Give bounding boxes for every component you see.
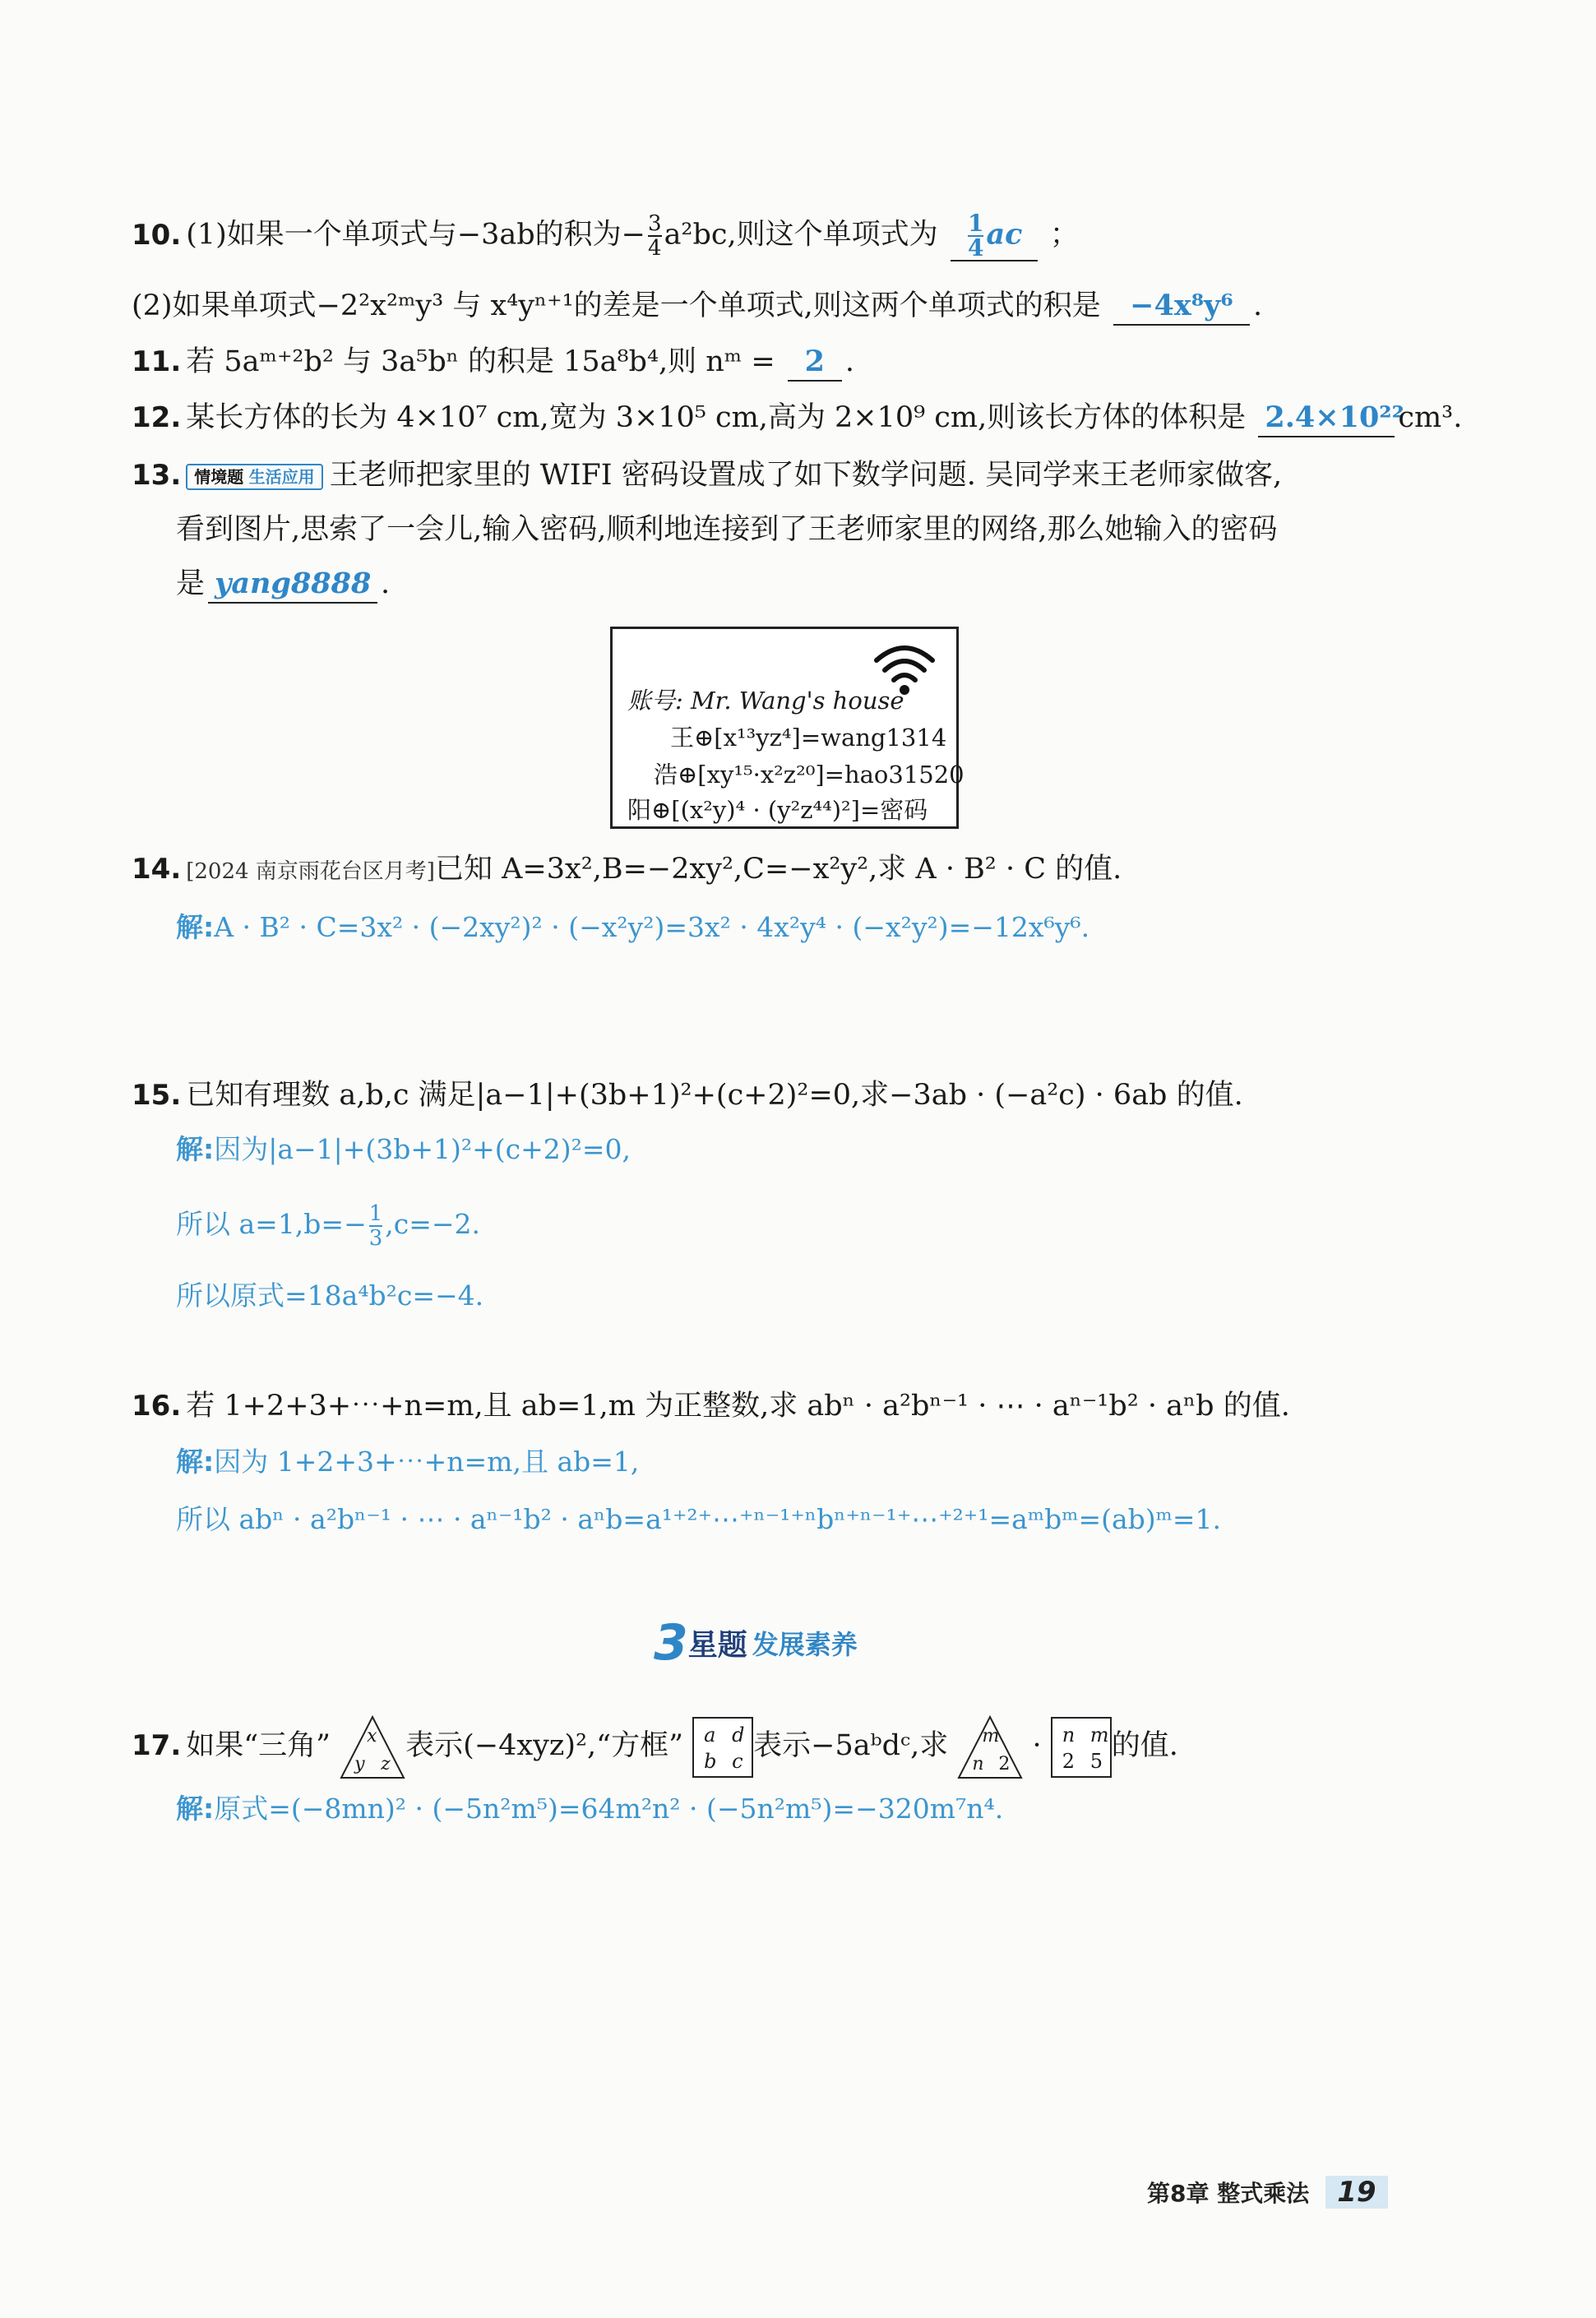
- q17-solution: 解:原式=(−8mn)² · (−5n²m⁵)=64m²n² · (−5n²m⁵)=−320m⁷n⁴.: [176, 1793, 1004, 1825]
- q11: 11. 若 5aᵐ⁺²b² 与 3a⁵bⁿ 的积是 15a⁸b⁴,则 nᵐ = 2 .: [132, 344, 854, 382]
- square-abcd: a d b c: [692, 1717, 753, 1778]
- star-level-number: 3: [654, 1614, 688, 1672]
- q13-number: 13.: [132, 459, 182, 492]
- q10-fraction: $\frac{3}{4}$: [648, 211, 662, 261]
- wifi-account: 账号: Mr. Wang's house: [627, 687, 904, 715]
- q10-number: 10.: [132, 218, 182, 252]
- q10-part2: (2)如果单项式−2²x²ᵐy³ 与 x⁴yⁿ⁺¹的差是一个单项式,则这两个单项式的积是 −4x⁸y⁶ .: [132, 288, 1262, 326]
- q15-number: 15.: [132, 1079, 182, 1112]
- triangle-mn2: m n 2: [957, 1715, 1023, 1779]
- q16-number: 16.: [132, 1390, 182, 1423]
- chapter-label: 第8章 整式乘法: [1147, 2180, 1310, 2207]
- q15-solution-3: 所以原式=18a⁴b²c=−4.: [176, 1279, 484, 1312]
- q13-line3: 是 yang8888 .: [176, 566, 390, 604]
- q16: 16. 若 1+2+3+⋯+n=m,且 ab=1,m 为正整数,求 abⁿ · a²bⁿ⁻¹ · ⋯ · aⁿ⁻¹b² · aⁿb 的值.: [132, 1390, 1290, 1423]
- q11-answer: 2: [788, 344, 842, 382]
- section-subtitle: 发展素养: [752, 1629, 858, 1660]
- q12-number: 12.: [132, 401, 182, 434]
- wifi-row-2: 浩⊕[xy¹⁵·x²z²⁰]=hao31520: [654, 761, 965, 789]
- square-nm25: n m 2 5: [1051, 1717, 1112, 1778]
- situation-tag: 情境题 生活应用: [186, 464, 322, 490]
- q14-number: 14.: [132, 853, 182, 886]
- q15-solution-2: 所以 a=1,b=− $\frac{1}{3}$ ,c=−2.: [176, 1201, 481, 1251]
- q13-line2: 看到图片,思索了一会儿,输入密码,顺利地连接到了王老师家里的网络,那么她输入的密码: [176, 513, 1278, 546]
- wifi-row-3: 阳⊕[(x²y)⁴ · (y²z⁴⁴)²]=密码: [627, 796, 928, 824]
- wifi-card: [610, 627, 965, 829]
- q13-line1: 13. 情境题 生活应用 王老师把家里的 WIFI 密码设置成了如下数学问题. 吴同学来王老师家做客,: [132, 459, 1283, 492]
- page-footer: [1147, 2176, 1388, 2212]
- q11-number: 11.: [132, 345, 182, 378]
- triangle-xyz: x y z: [340, 1715, 405, 1779]
- q14: 14. [2024 南京雨花台区月考]已知 A=3x²,B=−2xy²,C=−x²y²,求 A · B² · C 的值.: [132, 853, 1122, 886]
- q12: 12. 某长方体的长为 4×10⁷ cm,宽为 3×10⁵ cm,高为 2×10⁹ cm,则该长方体的体积是 2.4×10²²cm³.: [132, 400, 1462, 437]
- q14-solution: 解:A · B² · C=3x² · (−2xy²)² · (−x²y²)=3x² · 4x²y⁴ · (−x²y²)=−12x⁶y⁶.: [176, 911, 1090, 943]
- q16-solution-1: 解:因为 1+2+3+⋯+n=m,且 ab=1,: [176, 1446, 640, 1478]
- q12-answer: 2.4×10²²: [1258, 400, 1395, 437]
- q10-part1: 10. (1)如果一个单项式与−3ab的积为− $\frac{3}{4}$ a²bc,则这个单项式为 $\frac{1}{4}$ ac ；: [132, 210, 1079, 261]
- section-title: 星题: [687, 1628, 747, 1663]
- q10-answer-1: $\frac{1}{4}$ ac: [951, 212, 1038, 261]
- q10-answer-2: −4x⁸y⁶: [1113, 288, 1250, 326]
- wifi-row-1: 王⊕[x¹³yz⁴]=wang1314: [670, 724, 947, 752]
- q13-answer: yang8888: [208, 566, 377, 604]
- page-number: 19: [1325, 2176, 1387, 2209]
- q17-number: 17.: [132, 1729, 182, 1762]
- q15: 15. 已知有理数 a,b,c 满足|a−1|+(3b+1)²+(c+2)²=0,求−3ab · (−a²c) · 6ab 的值.: [132, 1079, 1243, 1112]
- q14-source: [2024 南京雨花台区月考]: [186, 859, 435, 884]
- q17: 17. 如果“三角” x y z 表示(−4xyz)²,“方框” a d b c 表示−5aᵇdᶜ,求 m n 2 · n m 2 5 的值.: [132, 1709, 1178, 1783]
- q15-solution-1: 解:因为|a−1|+(3b+1)²+(c+2)²=0,: [176, 1133, 631, 1165]
- q16-solution-2: 所以 abⁿ · a²bⁿ⁻¹ · ⋯ · aⁿ⁻¹b² · aⁿb=a¹⁺²⁺⋯⁺ⁿ⁻¹⁺ⁿbⁿ⁺ⁿ⁻¹⁺⋯⁺²⁺¹=aᵐbᵐ=(ab)ᵐ=1.: [176, 1503, 1222, 1535]
- section-heading: [654, 1614, 858, 1672]
